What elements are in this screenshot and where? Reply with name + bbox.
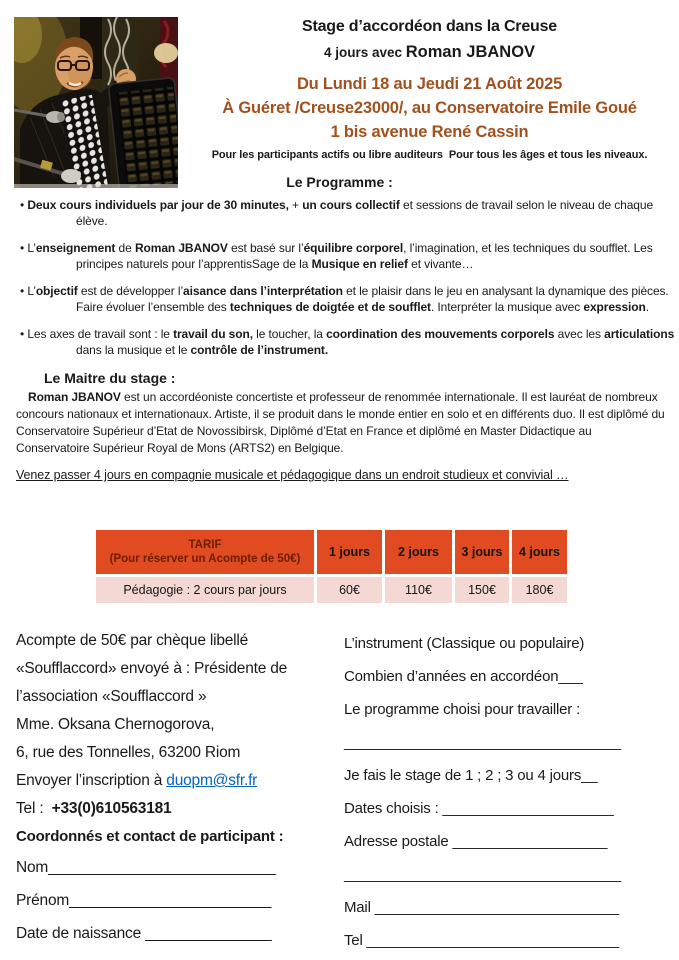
- form-line-programme: Le programme choisi pour travailler :: [344, 701, 581, 718]
- text-segment: équilibre corporel: [303, 241, 404, 255]
- price-1-jour: 60€: [317, 577, 382, 603]
- subtitle-prefix: 4 jours avec: [323, 45, 406, 60]
- form-line-prenom: Prénom________________________: [16, 892, 272, 909]
- text-segment: :: [274, 828, 284, 845]
- text-segment: Roman JBANOV: [134, 241, 228, 255]
- form-line-dates: Dates choisis : _____________________: [344, 800, 614, 817]
- text-segment: dans la musique et le: [76, 343, 191, 357]
- text-segment: le toucher, la: [252, 327, 327, 341]
- maitre-paragraph: [16, 389, 665, 457]
- payment-line-1: [16, 627, 338, 655]
- text-segment: techniques de doigtée et de soufflet: [229, 300, 431, 314]
- text-segment: l’association «Soufflaccord »: [16, 688, 207, 705]
- text-segment: .: [645, 300, 649, 314]
- text-segment: et le plaisir dans le jeu en analysant la dynamique des pièces. Faire évoluer l’ensemble des: [76, 284, 669, 314]
- text-segment: travail du son,: [173, 327, 253, 341]
- tariff-header-line2: (Pour réserver un Acompte de 50€): [109, 553, 301, 565]
- text-segment: Les axes de travail sont : le: [27, 327, 174, 341]
- invitation-line: Venez passer 4 jours en compagnie musicale et pédagogique dans un endroit studieux et convivial …: [16, 468, 569, 482]
- programme-bullet-3: [12, 283, 675, 315]
- address-line: 1 bis avenue René Cassin: [330, 123, 529, 141]
- text-segment: , l’imagination, et les techniques du soufflet. Les principes naturels pour l’apprentisSage de la: [76, 241, 653, 271]
- payment-line-4: [16, 711, 338, 739]
- text-segment: objectif: [35, 284, 78, 298]
- text-segment: Coordonnés et contact de participant: [16, 828, 275, 845]
- text-segment: Tel :: [16, 800, 52, 817]
- contact-heading: [16, 823, 338, 851]
- price-3-jours: 150€: [455, 577, 509, 603]
- text-segment: est de développer l’: [77, 284, 184, 298]
- text-segment: Deux cours individuels par jour de 30 minutes,: [27, 198, 293, 212]
- text-segment: Mme. Oksana Chernogorova,: [16, 716, 215, 733]
- registration-form-column: [344, 627, 664, 957]
- accordion: [108, 78, 178, 188]
- tariff-header-line1: TARIF: [188, 539, 222, 551]
- form-line-blank-1: __________________________________: [344, 734, 621, 751]
- event-details: [180, 72, 679, 144]
- payment-line-email: [16, 767, 338, 795]
- text-segment: un cours collectif: [302, 198, 400, 212]
- tariff-table: [96, 530, 679, 603]
- subtitle-name: Roman JBANOV: [405, 43, 536, 61]
- form-line-instrument: L’instrument (Classique ou populaire): [344, 635, 585, 652]
- header-subtitle: [180, 43, 679, 62]
- text-segment: avec les: [554, 327, 605, 341]
- programme-bullet-2: [12, 240, 675, 272]
- text-segment: expression: [583, 300, 646, 314]
- place-line: À Guéret /Creuse23000/, au Conservatoire Emile Goué: [222, 99, 637, 117]
- text-segment: L’: [27, 284, 36, 298]
- tariff-header-cell: [96, 530, 314, 574]
- payment-info-column: [16, 627, 338, 957]
- payment-line-3: [16, 683, 338, 711]
- text-segment: enseignement: [35, 241, 116, 255]
- text-segment: est un accordéoniste concertiste et professeur de renommée internationale. Il est lauréat de nombreux concours nationaux et internationaux. Artiste, il se produit dans le monde entier en solo et en différents duo. Il est diplômé du Conservatoire Supérieur d’Etat de Novossibirsk, Diplômé d’Etat en France et diplômé en Master Didactique au Conservatoire Supérieur Royal de Mons (ARTS2) en Belgique.: [16, 390, 665, 455]
- text-segment: articulations: [604, 327, 675, 341]
- audience-line: Pour les participants actifs ou libre auditeurs Pour tous les âges et tous les niveaux.: [211, 149, 648, 161]
- text-segment: est basé sur l’: [227, 241, 304, 255]
- form-line-naissance: Date de naissance _______________: [16, 925, 272, 942]
- payment-line-5: [16, 739, 338, 767]
- programme-heading: Le Programme :: [286, 174, 393, 190]
- text-segment: coordination des mouvements corporels: [326, 327, 555, 341]
- text-segment: . Interpréter la musique avec: [430, 300, 584, 314]
- form-line-nom: Nom___________________________: [16, 859, 276, 876]
- accordionist-photo-illustration: [14, 17, 178, 188]
- text-segment: Roman JBANOV: [28, 390, 121, 404]
- text-segment: contrôle de l’instrument.: [190, 343, 329, 357]
- hand-highlight: [154, 43, 178, 63]
- day-header-3: 3 jours: [455, 530, 509, 574]
- text-segment: et sessions de travail selon le niveau de chaque élève.: [76, 198, 654, 228]
- day-header-2: 2 jours: [385, 530, 452, 574]
- text-segment: aisance dans l’interprétation: [183, 284, 343, 298]
- face: [55, 37, 93, 90]
- form-line-blank-2: __________________________________: [344, 866, 621, 883]
- day-header-1: 1 jours: [317, 530, 382, 574]
- day-header-4: 4 jours: [512, 530, 567, 574]
- form-line-mail: Mail ______________________________: [344, 899, 619, 916]
- bottom-columns: [16, 627, 679, 957]
- text-segment: +: [292, 198, 303, 212]
- page-title: Stage d’accordéon dans la Creuse: [301, 18, 558, 35]
- form-line-adresse: Adresse postale ___________________: [344, 833, 608, 850]
- header-block: [180, 0, 679, 161]
- text-segment: Musique en relief: [311, 257, 408, 271]
- payment-line-2: [16, 655, 338, 683]
- form-line-annees: Combien d’années en accordéon___: [344, 668, 583, 685]
- programme-bullet-4: [12, 326, 675, 358]
- form-line-tel: Tel _______________________________: [344, 932, 619, 949]
- form-line-stage-jours: Je fais le stage de 1 ; 2 ; 3 ou 4 jours__: [344, 767, 598, 784]
- text-segment: de: [115, 241, 135, 255]
- text-segment: 6, rue des Tonnelles, 63200 Riom: [16, 744, 241, 761]
- text-segment: «Soufflaccord» envoyé à : Présidente de: [16, 660, 288, 677]
- maitre-heading: Le Maitre du stage :: [44, 370, 176, 386]
- text-segment: Acompte de 50€ par chèque libellé: [16, 632, 249, 649]
- price-2-jours: 110€: [385, 577, 452, 603]
- pedagogy-row-label: Pédagogie : 2 cours par jours: [96, 577, 314, 603]
- payment-line-tel: [16, 795, 338, 823]
- date-line: Du Lundi 18 au Jeudi 21 Août 2025: [296, 75, 563, 93]
- accordionist-photo: [14, 17, 178, 188]
- email-link[interactable]: duopm@sfr.fr: [166, 772, 258, 789]
- text-segment: Envoyer l’inscription à: [16, 772, 167, 789]
- price-4-jours: 180€: [512, 577, 567, 603]
- programme-list: [12, 197, 675, 358]
- text-segment: +33(0)610563181: [51, 800, 172, 817]
- text-segment: L’: [27, 241, 36, 255]
- programme-bullet-1: [12, 197, 675, 229]
- text-segment: et vivante…: [407, 257, 474, 271]
